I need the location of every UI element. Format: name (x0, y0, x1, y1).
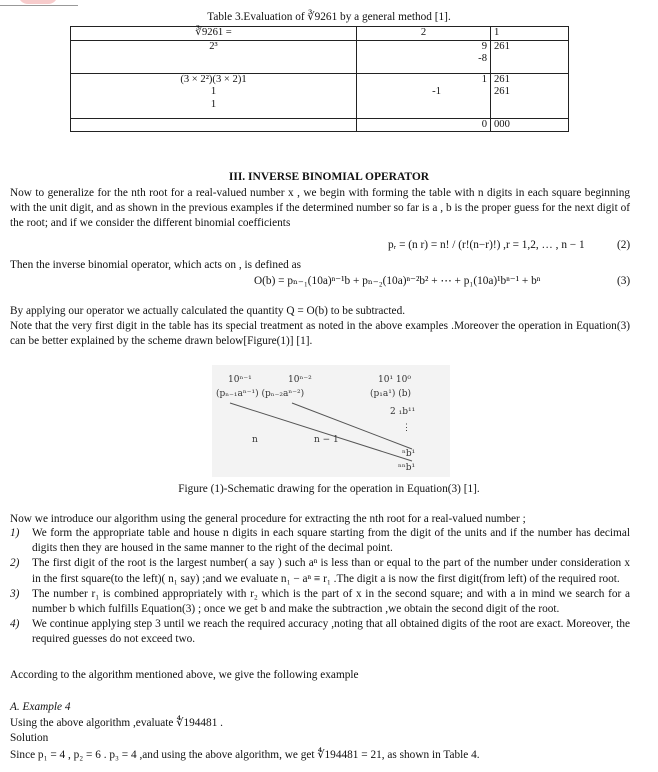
table-cell (491, 40, 569, 73)
table-cell (71, 40, 357, 73)
list-item (10, 617, 630, 647)
figure-1-image (212, 365, 450, 477)
figure-label: 10ⁿ⁻¹ (228, 375, 252, 385)
figure-label: 2 ₁b¹¹ (390, 407, 416, 417)
cell-line: -8 (478, 53, 487, 64)
algorithm-steps (10, 526, 630, 648)
equation-2: pᵣ = (n r) = n! / (r!(n−r)!) ,r = 1,2, … , n − 1 (388, 239, 585, 251)
table-cell (357, 40, 491, 73)
table-cell (357, 73, 491, 118)
list-item (10, 526, 630, 556)
step-text: We form the appropriate table and house n digits in each square starting from the digit of the units and if the number has decimal digits then they are housed in the same manner to the right of the decimal point. (32, 527, 630, 555)
algorithm-closing: According to the algorithm mentioned above, we give the following example (10, 669, 359, 681)
highlight-mark (18, 0, 58, 4)
cell-line: 261 (494, 86, 510, 97)
paragraph-quantity: By applying our operator we actually calculated the quantity Q = O(b) to be subtracted. (10, 305, 406, 317)
figure-label: 10¹ 10⁰ (378, 375, 411, 385)
table-cell (491, 73, 569, 118)
table3-caption: Table 3.Evaluation of ∛9261 by a general method [1]. (207, 11, 451, 23)
cell-line: 2³ (209, 40, 218, 52)
table-row (71, 118, 569, 132)
paragraph-intro: Now to generalize for the nth root for a real-valued number x , we begin with forming the table with n digits in each square beginning with the unit digit, and as shown in the previous examples if the determined number so far is a , b is the proper guess for the next digit of the root; and if we consider the different binomial coefficients (10, 187, 630, 230)
cell-line: 261 (494, 40, 510, 52)
cell-line: (3 × 2²)(3 × 2)1 (180, 73, 247, 85)
step-text: We continue applying step 3 until we reach the required accuracy ,noting that all obtained digits of the root are exact. Moreover, the required guesses do not exceed two. (32, 618, 630, 646)
table-cell: ∛9261 = (71, 27, 357, 41)
table-cell: 2 (357, 27, 491, 41)
table-row (71, 40, 569, 73)
equation-number: (3) (617, 275, 631, 287)
cell-line: 9 (481, 40, 487, 52)
figure-1-caption: Figure (1)-Schematic drawing for the operation in Equation(3) [1]. (178, 483, 480, 495)
algorithm-intro: Now we introduce our algorithm using the general procedure for extracting the nth root for a real-valued number ; (10, 513, 526, 525)
step-number: 1) (10, 527, 20, 539)
figure-label: n (252, 435, 258, 445)
header-rule (0, 5, 78, 6)
cell-line: 1 (210, 86, 217, 97)
table-cell (71, 73, 357, 118)
table-cell: 1 (491, 27, 569, 41)
equation-3: O(b) = pₙ₋₁(10a)ⁿ⁻¹b + pₙ₋₂(10a)ⁿ⁻²b² + ⋯ + p₁(10a)¹bⁿ⁻¹ + bⁿ (254, 275, 541, 287)
cell-line: 261 (494, 73, 510, 85)
figure-label: ⋮ (402, 423, 411, 433)
table-cell: 000 (491, 118, 569, 132)
figure-label: ⁿb¹ (402, 449, 416, 459)
figure-label: (p₁a¹) (b) (370, 389, 412, 399)
example-line: Since p₁ = 4 , p₂ = 6 . p₃ = 4 ,and using the above algorithm, we get ∜194481 = 21, as shown in Table 4. (10, 749, 480, 761)
table3 (70, 26, 569, 132)
step-number: 4) (10, 618, 20, 631)
example-heading: A. Example 4 (10, 701, 71, 713)
table-row (71, 73, 569, 118)
figure-label: (pₙ₋₁aⁿ⁻¹) (pₙ₋₂aⁿ⁻²) (216, 389, 305, 399)
step-number: 2) (10, 557, 20, 570)
equation-number: (2) (617, 239, 631, 251)
step-number: 3) (10, 587, 20, 600)
figure-label: n − 1 (314, 435, 339, 445)
step-text: The number r₁ is combined appropriately with r₂ which is the part of x in the second square; and with a in mind we search for a number b which fulfills Equation(3) ; once we get b and make the subtraction ,we obtain the second digit of the root. (32, 587, 630, 616)
list-item (10, 556, 630, 586)
table-cell (71, 118, 357, 132)
paragraph-operator: Then the inverse binomial operator, which acts on , is defined as (10, 259, 301, 271)
paragraph-note: Note that the very first digit in the table has its special treatment as noted in the above examples .Moreover the operation in Equation(3) can be better explained by the scheme drawn below[Figure(1)] [1]. (10, 320, 630, 348)
figure-label: 10ⁿ⁻² (288, 375, 312, 385)
list-item (10, 587, 630, 617)
table-row (71, 27, 569, 41)
figure-label: ⁿⁿb¹ (398, 463, 416, 473)
cell-line: -1 (432, 86, 441, 97)
table-cell: 0 (357, 118, 491, 132)
example-line: Using the above algorithm ,evaluate ∜194481 . (10, 717, 224, 729)
example-line: Solution (10, 732, 49, 744)
section-title: III. INVERSE BINOMIAL OPERATOR (228, 171, 430, 183)
cell-line: 1 (210, 98, 217, 110)
step-text: The first digit of the root is the largest number( a say ) such aⁿ is less than or equal to the part of the number under consideration x in the first square(to the left)( n₁ say) ;and we evaluate n₁ − aⁿ ≡ r₁ .The digit a is now the first digit(from left) of the required root. (32, 557, 630, 585)
cell-line: 1 (481, 73, 487, 85)
